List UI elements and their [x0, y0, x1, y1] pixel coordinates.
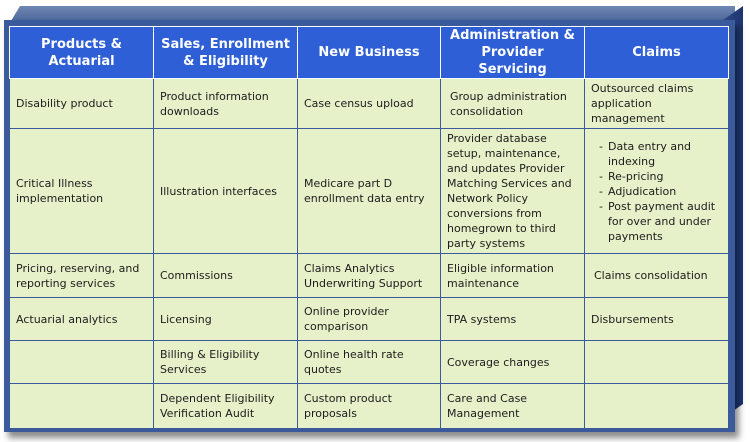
bullet-item: - Re-pricing: [599, 169, 722, 184]
table-cell: Case census upload: [298, 79, 441, 129]
table-cell: Online provider comparison: [298, 298, 441, 341]
table-cell: Provider database setup, maintenance, and updates Provider Matching Services and Network Policy conversions from homegrown to third party systems: [441, 129, 585, 254]
table-cell: Medicare part D enrollment data entry: [298, 129, 441, 254]
capabilities-table: [9, 26, 729, 429]
table-cell: Pricing, reserving, and reporting services: [10, 254, 154, 298]
table-cell: Coverage changes: [441, 341, 585, 384]
table-cell: Commissions: [154, 254, 298, 298]
table-cell: Care and Case Management: [441, 384, 585, 429]
table-cell: Product information downloads: [154, 79, 298, 129]
table-cell: Disability product: [10, 79, 154, 129]
column-header: Products & Actuarial: [10, 27, 154, 79]
table-cell: Critical Illness implementation: [10, 129, 154, 254]
table-cell: [10, 341, 154, 384]
table-row: [10, 298, 729, 341]
table-row: [10, 79, 729, 129]
bullet-item: - Adjudication: [599, 184, 722, 199]
table-cell-claims-list: [585, 129, 729, 254]
table-row: [10, 384, 729, 429]
table-cell: Online health rate quotes: [298, 341, 441, 384]
column-header: New Business: [298, 27, 441, 79]
table-cell: Claims Analytics Underwriting Support: [298, 254, 441, 298]
table-cell: Outsourced claims application management: [585, 79, 729, 129]
table-cell: Licensing: [154, 298, 298, 341]
bullet-item: - Post payment audit for over and under payments: [599, 199, 722, 244]
bullet-item: - Data entry and indexing: [599, 139, 722, 169]
column-header: Administration & Provider Servicing: [441, 27, 585, 79]
table-row: [10, 341, 729, 384]
table-cell: Actuarial analytics: [10, 298, 154, 341]
table-row: [10, 129, 729, 254]
table-cell: [10, 384, 154, 429]
column-header: Claims: [585, 27, 729, 79]
table-cell: Dependent Eligibility Verification Audit: [154, 384, 298, 429]
header-row: [10, 27, 729, 79]
table-cell: Claims consolidation: [585, 254, 729, 298]
table-row: [10, 254, 729, 298]
claims-bullet-list: [591, 139, 722, 244]
table-cell: Disbursements: [585, 298, 729, 341]
table-cell: Eligible information maintenance: [441, 254, 585, 298]
table-cell: TPA systems: [441, 298, 585, 341]
column-header: Sales, Enrollment & Eligibility: [154, 27, 298, 79]
table-cell: Billing & Eligibility Services: [154, 341, 298, 384]
table-cell: [585, 384, 729, 429]
table-cell: Group administration consolidation: [441, 79, 585, 129]
table-cell: Illustration interfaces: [154, 129, 298, 254]
table-cell: [585, 341, 729, 384]
table-cell: Custom product proposals: [298, 384, 441, 429]
